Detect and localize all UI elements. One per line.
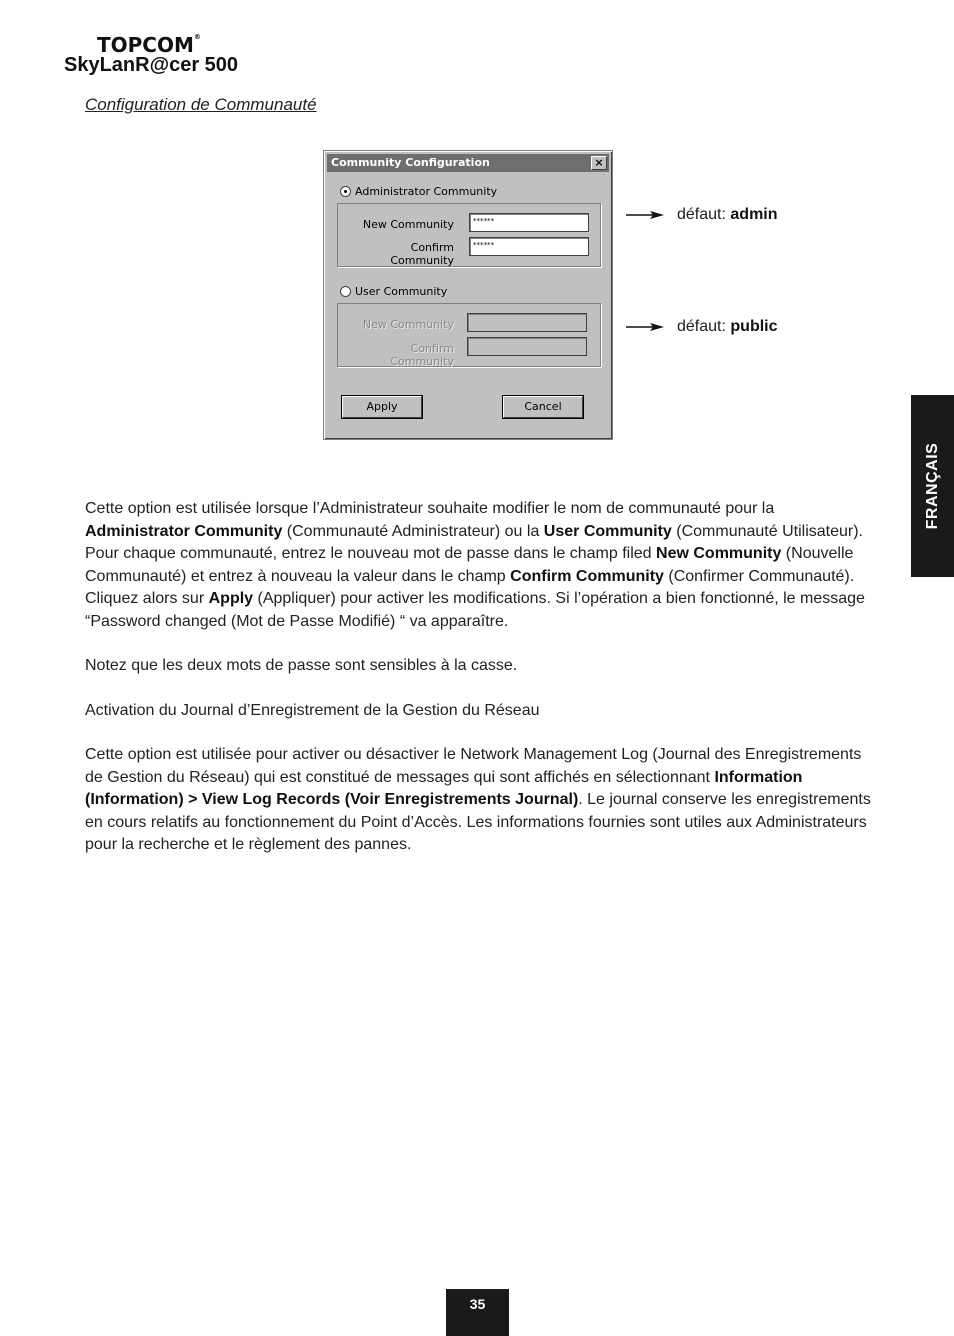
user-community-label: User Community (355, 285, 448, 298)
dialog-titlebar (327, 154, 609, 172)
user-new-community-label: New Community (362, 318, 454, 331)
bold-run: Administrator Community (85, 522, 283, 540)
product-name: SkyLanR@cer 500 (64, 54, 239, 76)
bold-run: Apply (208, 590, 254, 607)
paragraph-case-note: Notez que les deux mots de passe sont sensibles à la casse. (85, 657, 518, 674)
bold-run: User Community (543, 522, 672, 540)
radio-unchecked-icon (340, 286, 351, 297)
user-new-community-input[interactable] (467, 313, 587, 332)
text-run: (Communauté Administrateur) ou la (282, 522, 544, 540)
user-confirm-community-label: Confirm Community (390, 342, 454, 368)
admin-default-value: admin (730, 206, 778, 223)
text-run: (Appliquer) pour activer les modifications. Si l’opération a bien fonctionné, le message “Password changed (Mot de Passe Modifié) “ va apparaître. (85, 590, 865, 630)
close-icon: × (594, 156, 604, 169)
user-default-value: public (730, 318, 778, 335)
admin-confirm-community-label: Confirm Community (390, 241, 454, 267)
admin-community-radio[interactable] (340, 185, 497, 198)
paragraph-log (85, 744, 875, 857)
admin-default-prefix: défaut: (677, 206, 726, 223)
bold-run: New Community (656, 545, 782, 562)
paragraph-community (85, 498, 875, 633)
admin-new-community-label: New Community (362, 218, 454, 231)
user-community-radio[interactable] (340, 285, 447, 298)
community-configuration-dialog (323, 150, 613, 440)
arrow-right-icon (626, 322, 664, 332)
text-run: . Le journal conserve les enregistrements en cours relatifs au fonctionnement du Point d’Accès. Les informations fournies sont utiles aux Administrateurs pour la recherche et le règlement des pannes. (85, 791, 871, 853)
language-label: FRANÇAIS (923, 442, 941, 530)
apply-button[interactable]: Apply (342, 396, 422, 418)
text-run: (Confirmer Communauté). Cliquez alors sur (85, 567, 855, 607)
section-title: Configuration de Communauté (85, 95, 317, 114)
admin-confirm-community-input[interactable]: ****** (469, 237, 589, 256)
text-run: Cette option est utilisée pour activer ou désactiver le Network Management Log (Journal des Enregistrements de Gestion du Réseau) qui est constitué de messages qui sont affichés en sélectionnant (85, 746, 862, 786)
text-run: Cette option est utilisée lorsque l’Administrateur souhaite modifier le nom de communauté pour la (85, 500, 775, 517)
text-run: (Nouvelle Communauté) et entrez à nouveau la valeur dans le champ (85, 545, 854, 585)
admin-community-label: Administrator Community (355, 185, 498, 198)
cancel-button[interactable]: Cancel (503, 396, 583, 418)
bold-run: Information (Information) > View Log Records (Voir Enregistrements Journal) (85, 768, 803, 808)
bold-run: Confirm Community (510, 567, 664, 585)
language-tab (911, 395, 954, 577)
topcom-logo: TOPCOM® (97, 33, 201, 57)
user-default-callout (626, 318, 778, 336)
user-confirm-community-input[interactable] (467, 337, 587, 356)
subheading-log: Activation du Journal d’Enregistrement de la Gestion du Réseau (85, 702, 540, 719)
admin-new-community-input[interactable]: ****** (469, 213, 589, 232)
text-run: (Communauté Utilisateur). Pour chaque communauté, entrez le nouveau mot de passe dans le champ filed (85, 522, 863, 562)
page-number: 35 (446, 1289, 509, 1336)
admin-default-callout (626, 206, 778, 224)
dialog-title: Community Configuration (331, 156, 490, 169)
radio-checked-icon (340, 186, 351, 197)
arrow-right-icon (626, 210, 664, 220)
close-button[interactable] (591, 156, 607, 170)
user-default-prefix: défaut: (677, 318, 726, 335)
